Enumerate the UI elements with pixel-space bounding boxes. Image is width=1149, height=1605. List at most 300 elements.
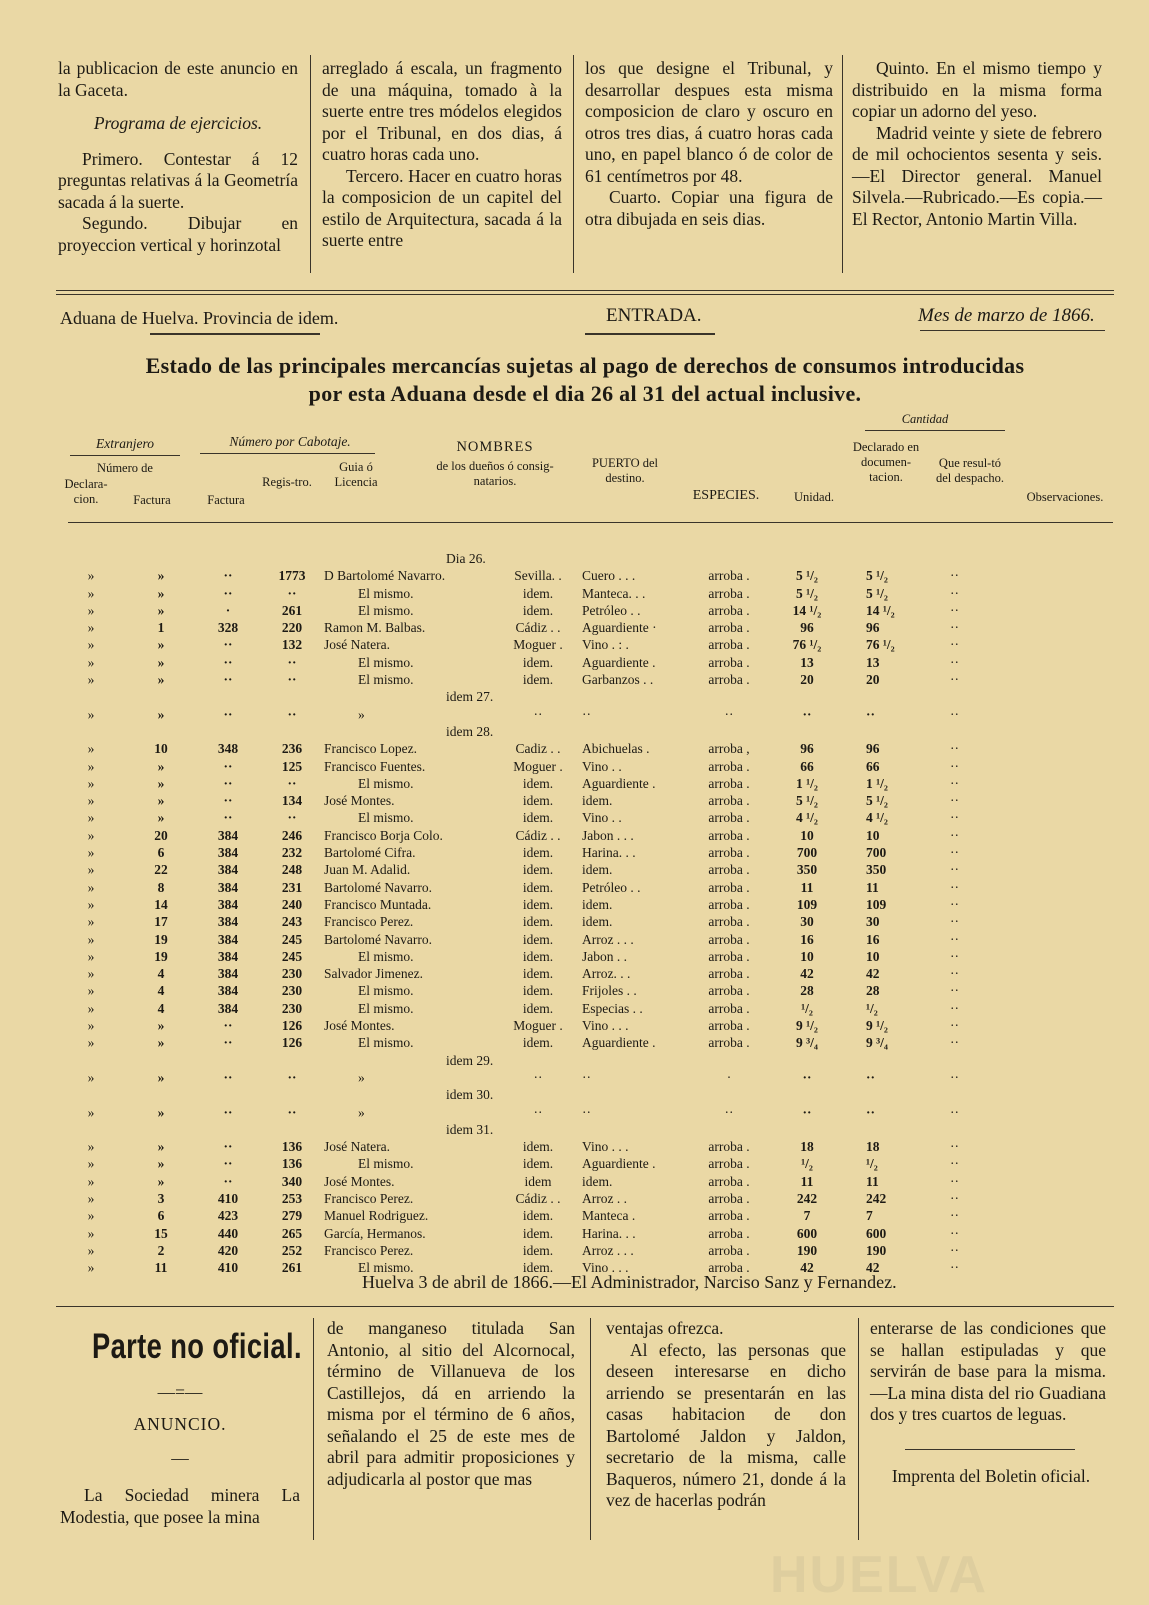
cell-factura-cabotaje: ··: [223, 793, 233, 809]
header-rule: [70, 455, 180, 456]
cell-resulto: ··: [950, 931, 959, 947]
table-row: [56, 619, 1116, 636]
cell-guia: Francisco Lopez.: [324, 741, 417, 757]
cell-registro: 245: [281, 931, 303, 947]
cell-dia: idem.: [522, 914, 554, 930]
cell-declarado: 42: [866, 966, 880, 982]
cell-guia: José Montes.: [324, 1173, 395, 1189]
cell-unidad: 28: [800, 983, 814, 999]
table-row: [56, 844, 1116, 861]
cell-factura-cabotaje: ··: [223, 654, 233, 670]
table-row: [56, 723, 1116, 740]
cell-registro: 126: [281, 1035, 303, 1051]
cell-declaracion: »: [87, 793, 95, 809]
cell-factura: »: [157, 775, 165, 791]
cell-declaracion: »: [87, 862, 95, 878]
cell-unidad: 9 ³/₄: [796, 1035, 818, 1051]
table-row: [56, 792, 1116, 809]
day-heading: idem 29.: [446, 1052, 494, 1068]
cell-factura: »: [157, 672, 165, 688]
cell-especie: arroba .: [708, 1242, 750, 1258]
cell-resulto: ··: [950, 1173, 959, 1189]
cell-factura-cabotaje: ··: [223, 1069, 233, 1085]
table-row: [56, 861, 1116, 878]
cell-factura: »: [157, 1035, 165, 1051]
top-column-2: [322, 58, 562, 252]
cell-puerto: Arroz . . .: [582, 931, 634, 947]
cell-puerto: Jabon . .: [582, 948, 627, 964]
cell-puerto: Vino . .: [582, 758, 622, 774]
cell-dia: idem.: [522, 585, 554, 601]
cell-factura: 19: [154, 931, 168, 947]
cell-factura-cabotaje: 410: [217, 1260, 239, 1276]
cell-registro: 231: [281, 879, 303, 895]
cell-especie: arroba .: [708, 896, 750, 912]
cell-guia: El mismo.: [358, 1000, 414, 1016]
table-row: [56, 1052, 1116, 1069]
cell-unidad: ¹/₂: [801, 1156, 813, 1172]
col4-p2: Madrid veinte y siete de febrero de mil ochocientos sesenta y seis. —El Director general. Manuel Silvela.—Rubricado.—Es copia.—El Rector, Antonio Martin Villa.: [852, 122, 1102, 229]
cell-resulto: ··: [950, 602, 959, 618]
cell-resulto: ··: [950, 775, 959, 791]
day-heading: idem 28.: [446, 723, 494, 739]
cell-especie: arroba .: [708, 672, 750, 688]
cell-registro: 134: [281, 793, 303, 809]
cell-especie: arroba .: [708, 879, 750, 895]
cell-unidad: 20: [800, 672, 814, 688]
col-especies: ESPECIES.: [692, 488, 760, 503]
cell-puerto: Aguardiente ·: [582, 620, 657, 636]
cell-factura-cabotaje: 384: [217, 966, 239, 982]
cell-registro: 340: [281, 1173, 303, 1189]
table-row: [56, 965, 1116, 982]
cell-factura: 11: [154, 1260, 168, 1276]
cell-registro: 245: [281, 948, 303, 964]
cell-resulto: ··: [950, 948, 959, 964]
cell-factura-cabotaje: ··: [223, 758, 233, 774]
cell-declaracion: »: [87, 810, 95, 826]
bottom-column-3: [606, 1318, 846, 1512]
cell-dia: idem.: [522, 845, 554, 861]
cell-unidad: 190: [796, 1242, 818, 1258]
table-row: [56, 1225, 1116, 1242]
cell-registro: ··: [287, 810, 297, 826]
cell-especie: arroba .: [708, 1208, 750, 1224]
cell-dia: idem.: [522, 896, 554, 912]
cell-factura-cabotaje: ··: [223, 568, 233, 584]
cell-declarado: 190: [866, 1242, 887, 1258]
cell-resulto: ··: [950, 706, 959, 722]
cell-declaracion: »: [87, 1018, 95, 1034]
column-divider: [573, 55, 574, 273]
segundo-text: Segundo. Dibujar en proyeccion vertical y horinzotal: [58, 213, 298, 255]
col-puerto: PUERTO del destino.: [591, 456, 659, 485]
cell-registro: 279: [281, 1208, 303, 1224]
cell-resulto: ··: [950, 637, 959, 653]
cell-factura-cabotaje: 440: [217, 1225, 239, 1241]
cell-factura-cabotaje: ··: [223, 1018, 233, 1034]
cell-especie: arroba .: [708, 1018, 750, 1034]
cell-guia: Francisco Borja Colo.: [324, 827, 443, 843]
cell-puerto: Aguardiente .: [582, 1035, 656, 1051]
cell-guia: Bartolomé Cifra.: [324, 845, 416, 861]
cell-puerto: Arroz . .: [582, 1190, 627, 1206]
cell-dia: idem.: [522, 983, 554, 999]
top-column-1: [58, 58, 298, 256]
cell-unidad: 18: [800, 1139, 814, 1155]
table-row: [56, 948, 1116, 965]
cell-factura-cabotaje: 384: [217, 948, 239, 964]
cell-declaracion: »: [87, 827, 95, 843]
cell-unidad: 13: [800, 654, 814, 670]
cell-guia: El mismo.: [358, 1260, 414, 1276]
cell-factura: »: [157, 654, 165, 670]
cell-especie: arroba .: [708, 966, 750, 982]
cell-factura: »: [157, 1173, 165, 1189]
anuncio-dash: —: [171, 1448, 189, 1468]
cell-declarado: ··: [866, 1104, 876, 1120]
cell-puerto: Manteca .: [582, 1208, 636, 1224]
bottom-col3a-text: ventajas ofrezca.: [606, 1318, 724, 1338]
cell-resulto: ··: [950, 1000, 959, 1016]
cell-unidad: ··: [802, 1069, 812, 1085]
header-rule: [200, 453, 375, 454]
cell-unidad: 9 ¹/₂: [796, 1018, 818, 1034]
cell-declarado: 30: [866, 914, 880, 930]
cell-factura: »: [157, 706, 165, 722]
table-row: [56, 602, 1116, 619]
cell-unidad: 42: [800, 966, 814, 982]
bottom-col3b-text: Al efecto, las personas que deseen interesarse en dicho arriendo se presentarán en las casas habitacion de don Bartolomé Jaldon y Jaldon, secretario de la misma, calle Baqueros, número 21, donde á la vez de hacerlas podrán: [606, 1339, 846, 1510]
cell-dia: idem.: [522, 879, 554, 895]
cell-dia: idem.: [522, 1035, 554, 1051]
cell-dia: ··: [533, 1069, 543, 1085]
table-row: [56, 1000, 1116, 1017]
cell-declarado: 9 ¹/₂: [866, 1018, 888, 1034]
bottom-col1-text: La Sociedad minera La Modestia, que posee la mina: [60, 1485, 300, 1527]
bottom-column-4: [870, 1318, 1106, 1426]
cell-dia: idem: [524, 1173, 552, 1189]
cell-especie: arroba .: [708, 620, 750, 636]
cell-dia: idem.: [522, 672, 554, 688]
cell-declarado: ··: [866, 1069, 876, 1085]
day-heading: idem 31.: [446, 1121, 494, 1137]
column-divider: [842, 55, 843, 273]
cell-guia: José Montes.: [324, 1018, 395, 1034]
ornament: —=—: [157, 1382, 203, 1402]
cell-unidad: 10: [800, 948, 814, 964]
cell-factura-cabotaje: ··: [223, 585, 233, 601]
table-row: [56, 654, 1116, 671]
cell-unidad: 10: [800, 827, 814, 843]
cell-guia: Francisco Perez.: [324, 914, 414, 930]
cell-declaracion: »: [87, 896, 95, 912]
cell-especie: arroba .: [708, 758, 750, 774]
cell-declaracion: »: [87, 931, 95, 947]
cell-resulto: ··: [950, 983, 959, 999]
cell-resulto: ··: [950, 1018, 959, 1034]
cell-declarado: 7: [866, 1208, 873, 1224]
cell-especie: arroba .: [708, 1035, 750, 1051]
cell-guia: El mismo.: [358, 948, 414, 964]
cell-registro: ··: [287, 1104, 297, 1120]
cell-unidad: 11: [800, 1173, 814, 1189]
cell-declaracion: »: [87, 620, 95, 636]
cell-factura: »: [157, 1018, 165, 1034]
table-row: [56, 913, 1116, 930]
cell-unidad: 30: [800, 914, 814, 930]
cell-dia: idem.: [522, 966, 554, 982]
cell-factura-cabotaje: 384: [217, 896, 239, 912]
cell-unidad: ··: [802, 706, 812, 722]
cell-dia: idem.: [522, 1208, 554, 1224]
cell-unidad: 600: [796, 1225, 818, 1241]
report-title-line2: por esta Aduana desde el dia 26 al 31 del actual inclusive.: [308, 381, 862, 406]
header-center: ENTRADA.: [606, 305, 702, 326]
cell-resulto: ··: [950, 1156, 959, 1172]
top-column-4: [852, 58, 1102, 230]
cell-factura: 6: [157, 845, 165, 861]
table-row: [56, 775, 1116, 792]
cell-declaracion: »: [87, 983, 95, 999]
cell-registro: 246: [281, 827, 303, 843]
cell-factura-cabotaje: 384: [217, 914, 239, 930]
cell-puerto: Frijoles . .: [582, 983, 637, 999]
table-row: [56, 550, 1116, 567]
cell-unidad: 1 ¹/₂: [796, 775, 818, 791]
table-row: [56, 706, 1116, 723]
cell-guia: Juan M. Adalid.: [324, 862, 411, 878]
col-resulto: Que resul-tó del despacho.: [935, 456, 1005, 485]
cell-factura-cabotaje: ··: [223, 1139, 233, 1155]
cell-guia: El mismo.: [358, 775, 414, 791]
program-heading: Programa de ejercicios.: [93, 113, 263, 133]
cell-resulto: ··: [950, 1035, 959, 1051]
cell-unidad: ¹/₂: [801, 1000, 813, 1016]
cell-factura: »: [157, 568, 165, 584]
cell-declarado: 9 ³/₄: [866, 1035, 888, 1051]
table-row: [56, 1190, 1116, 1207]
cell-guia: Francisco Perez.: [324, 1190, 414, 1206]
cell-especie: arroba .: [708, 654, 750, 670]
cell-puerto: Vino . : .: [582, 637, 629, 653]
cell-especie: arroba .: [708, 1139, 750, 1155]
cell-factura: »: [157, 1104, 165, 1120]
cell-puerto: idem.: [582, 896, 613, 912]
cell-unidad: 96: [800, 620, 814, 636]
report-title-line1: Estado de las principales mercancías sujetas al pago de derechos de consumos introducidas: [145, 353, 1025, 378]
cell-declarado: 76 ¹/₂: [866, 637, 895, 653]
cell-declarado: 4 ¹/₂: [866, 810, 888, 826]
cell-factura-cabotaje: 384: [217, 983, 239, 999]
table-row: [56, 1138, 1116, 1155]
cell-resulto: ··: [950, 1225, 959, 1241]
cell-declaracion: »: [87, 1104, 95, 1120]
col-declaracion: Declara-cion.: [64, 477, 108, 506]
table-row: [56, 567, 1116, 584]
table-row: [56, 740, 1116, 757]
col4-p1: Quinto. En el mismo tiempo y distribuido en la misma forma copiar un adorno del yeso.: [852, 58, 1102, 121]
cell-especie: arroba .: [708, 775, 750, 791]
cell-resulto: ··: [950, 914, 959, 930]
cell-factura-cabotaje: 384: [217, 845, 239, 861]
cell-unidad: 14 ¹/₂: [792, 602, 822, 618]
cell-declarado: 350: [866, 862, 887, 878]
col-cabotaje: Número por Cabotaje.: [229, 434, 351, 449]
cell-registro: 243: [281, 914, 303, 930]
cell-dia: idem.: [522, 1139, 554, 1155]
cell-guia: Bartolomé Navarro.: [324, 931, 432, 947]
cell-puerto: idem.: [582, 914, 613, 930]
cell-declaracion: »: [87, 845, 95, 861]
cell-declaracion: »: [87, 1173, 95, 1189]
cell-factura-cabotaje: 328: [217, 620, 239, 636]
cell-especie: arroba .: [708, 914, 750, 930]
column-divider: [590, 1318, 591, 1540]
cell-declarado: 5 ¹/₂: [866, 568, 888, 584]
cell-dia: idem.: [522, 948, 554, 964]
cell-especie: ··: [724, 706, 734, 722]
cell-factura-cabotaje: 423: [217, 1208, 239, 1224]
cell-guia: Salvador Jimenez.: [324, 966, 423, 982]
cell-registro: 220: [281, 620, 303, 636]
cell-especie: arroba .: [708, 827, 750, 843]
col-nombres: NOMBRES: [456, 439, 534, 455]
cell-registro: 265: [281, 1225, 303, 1241]
cell-factura-cabotaje: ··: [223, 1156, 233, 1172]
cell-dia: idem.: [522, 931, 554, 947]
cell-especie: arroba .: [708, 948, 750, 964]
col-guia: Guia ó Licencia: [334, 460, 378, 489]
parte-no-oficial-title: Parte no oficial.: [92, 1327, 302, 1366]
bottom-col4-text: enterarse de las condiciones que se hallan estipuladas y que servirán de base para la misma.—La mina dista del rio Guadiana dos y tres cuartos de leguas.: [870, 1318, 1106, 1424]
cell-declarado: 11: [866, 1173, 879, 1189]
cell-resulto: ··: [950, 793, 959, 809]
cell-dia: Sevilla. .: [514, 568, 562, 584]
cell-resulto: ··: [950, 966, 959, 982]
bottom-column-2: [327, 1318, 575, 1490]
table-row: [56, 879, 1116, 896]
ornament-rule: [150, 333, 320, 335]
cell-guia: El mismo.: [358, 602, 414, 618]
cell-declaracion: »: [87, 1035, 95, 1051]
imprenta-rule: [905, 1449, 1075, 1450]
cell-resulto: ··: [950, 845, 959, 861]
cell-resulto: ··: [950, 1190, 959, 1206]
col1-text: la publicacion de este anuncio en la Gaceta.: [58, 58, 298, 100]
table-row: [56, 1086, 1116, 1103]
cell-resulto: ··: [950, 1104, 959, 1120]
cell-resulto: ··: [950, 896, 959, 912]
cell-declaracion: »: [87, 966, 95, 982]
cell-declarado: 242: [866, 1190, 887, 1206]
cell-registro: 236: [281, 741, 303, 757]
cell-declarado: 96: [866, 741, 880, 757]
cell-declarado: 66: [866, 758, 880, 774]
cell-registro: ··: [287, 775, 297, 791]
cell-factura: 8: [157, 879, 165, 895]
cell-declarado: ··: [866, 706, 876, 722]
cell-especie: arroba .: [708, 637, 750, 653]
cell-dia: idem.: [522, 862, 554, 878]
cell-factura: 15: [154, 1225, 168, 1241]
cell-puerto: Harina. . .: [582, 1225, 636, 1241]
cell-dia: Cadiz . .: [515, 741, 561, 757]
cell-unidad: 66: [800, 758, 814, 774]
cell-especie: arroba .: [708, 983, 750, 999]
col-factura: Factura: [133, 493, 171, 507]
cell-guia: El mismo.: [358, 672, 414, 688]
cell-declaracion: »: [87, 1156, 95, 1172]
table-row: [56, 758, 1116, 775]
cell-resulto: ··: [950, 654, 959, 670]
cell-declarado: 1 ¹/₂: [866, 775, 888, 791]
day-heading: idem 30.: [446, 1087, 494, 1103]
cell-factura: 4: [157, 1000, 165, 1016]
cell-puerto: Vino . .: [582, 810, 622, 826]
cell-dia: idem.: [522, 810, 554, 826]
cell-especie: arroba .: [708, 585, 750, 601]
cell-declarado: 10: [866, 948, 880, 964]
table-row: [56, 896, 1116, 913]
cell-factura: »: [157, 810, 165, 826]
cell-puerto: Aguardiente .: [582, 775, 656, 791]
cell-dia: ··: [533, 1104, 543, 1120]
cell-dia: Cádiz . .: [515, 1190, 561, 1206]
cell-registro: ··: [287, 654, 297, 670]
cell-resulto: ··: [950, 862, 959, 878]
cell-factura-cabotaje: 384: [217, 931, 239, 947]
cell-factura-cabotaje: 384: [217, 827, 239, 843]
cell-puerto: idem.: [582, 1173, 613, 1189]
col-nombres-sub: de los dueños ó consig-natarios.: [436, 459, 554, 488]
cell-factura-cabotaje: 410: [217, 1190, 239, 1206]
cell-guia: D Bartolomé Navarro.: [324, 568, 446, 584]
cell-declaracion: »: [87, 637, 95, 653]
cell-guia: García, Hermanos.: [324, 1225, 426, 1241]
cell-registro: 240: [281, 896, 303, 912]
table-row: [56, 827, 1116, 844]
cell-declarado: 5 ¹/₂: [866, 585, 888, 601]
cell-declaracion: »: [87, 706, 95, 722]
cell-guia: José Natera.: [324, 1139, 390, 1155]
cell-factura: 10: [154, 741, 168, 757]
cell-resulto: ··: [950, 810, 959, 826]
cell-factura: 19: [154, 948, 168, 964]
cell-registro: ··: [287, 672, 297, 688]
cell-declarado: 96: [866, 620, 880, 636]
section-rule: [56, 290, 1114, 291]
col2-p1: arreglado á escala, un fragmento de una máquina, tomado à la suerte entre tres módelos elegidos por el Tribunal, en dos dias, á cuatro horas cada uno.: [322, 58, 562, 164]
cell-resulto: ··: [950, 758, 959, 774]
cell-resulto: ··: [950, 1260, 959, 1276]
cell-especie: arroba .: [708, 1156, 750, 1172]
cell-factura: 2: [157, 1242, 165, 1258]
cell-declarado: 10: [866, 827, 880, 843]
cell-factura-cabotaje: 384: [217, 879, 239, 895]
col-cantidad: Cantidad: [901, 412, 949, 426]
cell-registro: 232: [281, 845, 303, 861]
cell-factura-cabotaje: 384: [217, 1000, 239, 1016]
col-unidad: Unidad.: [794, 490, 834, 504]
cell-puerto: ··: [582, 1104, 591, 1120]
cell-especie: arroba .: [708, 1190, 750, 1206]
cell-dia: ··: [533, 706, 543, 722]
cell-declarado: 700: [866, 845, 887, 861]
column-divider: [858, 1318, 859, 1540]
cell-factura: »: [157, 793, 165, 809]
cell-unidad: 242: [796, 1190, 818, 1206]
